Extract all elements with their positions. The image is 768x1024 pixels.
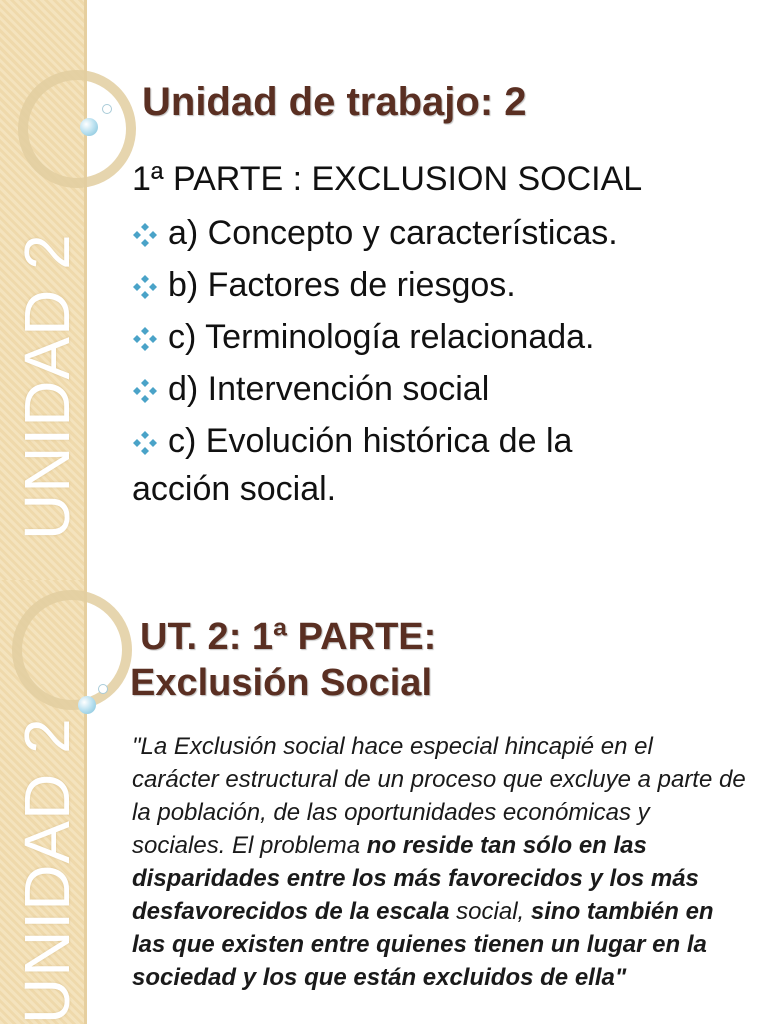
- quote-text: "La Exclusión social hace especial hincapié en el carácter estructural de un proceso que excluye a parte de la población, de las oportunidades económicas y sociales. El problema: [132, 733, 746, 859]
- diamond-bullet-icon: [132, 378, 158, 404]
- part-heading: 1ª PARTE : EXCLUSION SOCIAL: [132, 160, 643, 198]
- decorative-dot: [102, 104, 112, 114]
- diamond-bullet-icon: [132, 326, 158, 352]
- list-item-continuation: acción social.: [132, 470, 337, 508]
- list-item-label: d) Intervención social: [168, 370, 490, 408]
- list-item: [132, 212, 618, 264]
- decorative-bubble: [78, 696, 96, 714]
- decorative-ring: [12, 590, 132, 710]
- list-item-label: a) Concepto y características.: [168, 214, 618, 252]
- slide-title-line-1: UT. 2: 1ª PARTE:: [140, 616, 437, 658]
- side-vertical-text: UNIDAD 2: [11, 717, 83, 1024]
- list-item-label: b) Factores de riesgos.: [168, 266, 516, 304]
- quote-emphasis: sino también en las que existen entre quienes tienen un lugar en la sociedad y los que están excluidos de ella": [132, 898, 714, 991]
- diamond-bullet-icon: [132, 430, 158, 456]
- diamond-bullet-icon: [132, 274, 158, 300]
- slide-exclusion-social: [0, 580, 768, 1024]
- decorative-ring: [18, 70, 136, 188]
- decorative-dot: [98, 684, 108, 694]
- list-item-label: c) Evolución histórica de la: [168, 422, 573, 460]
- slide-title: [130, 614, 436, 706]
- quote-text: social,: [449, 898, 531, 925]
- side-vertical-text: UNIDAD 2: [11, 233, 83, 540]
- diamond-bullet-icon: [132, 222, 158, 248]
- definition-quote: [132, 730, 746, 994]
- list-item: [132, 420, 618, 472]
- decorative-bubble: [80, 118, 98, 136]
- list-item: [132, 264, 618, 316]
- list-item: [132, 368, 618, 420]
- topic-list: [132, 212, 618, 472]
- list-item-label: c) Terminología relacionada.: [168, 318, 595, 356]
- list-item: [132, 316, 618, 368]
- slide-title-line-2: Exclusión Social: [130, 662, 432, 704]
- slide-title: Unidad de trabajo: 2: [142, 80, 527, 124]
- quote-emphasis: no reside tan sólo en las disparidades entre los más favorecidos y los más desfavorecidos de la escala: [132, 832, 699, 925]
